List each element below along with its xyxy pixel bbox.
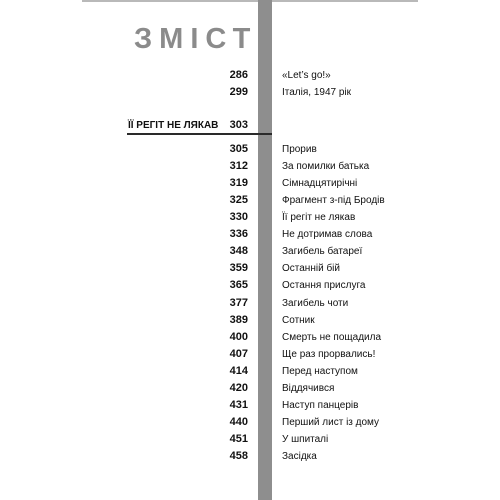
- toc-chapter-title: Італія, 1947 рік: [282, 87, 352, 98]
- toc-page-number: 414: [229, 364, 248, 377]
- toc-page-number: 330: [229, 211, 248, 224]
- toc-page-number: 420: [229, 381, 248, 394]
- section-page-number: 303: [229, 119, 248, 131]
- toc-chapter-title: Не дотримав слова: [282, 229, 373, 241]
- toc-page-number: 299: [229, 86, 248, 98]
- toc-chapter-title: «Let’s go!»: [282, 70, 331, 81]
- toc-chapter-title: Загибель батареї: [282, 246, 363, 258]
- toc-row: [0, 246, 500, 262]
- toc-page-number: 400: [229, 330, 248, 343]
- toc-chapter-title: Остання прислуга: [282, 280, 366, 292]
- toc-row: [0, 280, 500, 296]
- toc-row: [0, 349, 500, 365]
- toc-chapter-title: Наступ панцерів: [282, 399, 359, 411]
- toc-page-number: 325: [229, 194, 248, 207]
- toc-page-number: 319: [229, 177, 248, 190]
- toc-page-number: 451: [229, 432, 248, 445]
- toc-row: [0, 383, 500, 399]
- toc-page-number: 407: [229, 347, 248, 360]
- toc-chapter-title: Сотник: [282, 314, 315, 326]
- toc-row: [0, 298, 500, 314]
- toc-page-number: 305: [229, 143, 248, 155]
- toc-chapter-title: Засідка: [282, 450, 317, 462]
- top-rule: [82, 0, 418, 2]
- toc-row: [0, 229, 500, 245]
- toc-row: [0, 212, 500, 228]
- toc-chapter-title: Загибель чоти: [282, 297, 349, 309]
- toc-chapter-title: Фрагмент з-під Бродів: [282, 195, 385, 207]
- toc-row: [0, 332, 500, 348]
- page-title: ЗМІСТ: [134, 23, 258, 55]
- toc-row: [0, 434, 500, 450]
- toc-chapter-title: Віддячився: [282, 382, 335, 394]
- toc-chapter-title: Її регіт не лякав: [282, 212, 356, 224]
- toc-chapter-title: Перший лист із дому: [282, 416, 380, 428]
- toc-page-number: 377: [229, 296, 248, 309]
- toc-page-number: 359: [229, 262, 248, 275]
- toc-page-number: 389: [229, 313, 248, 326]
- toc-row: [0, 315, 500, 331]
- toc-chapter-title: Ще раз прорвались!: [282, 348, 376, 360]
- toc-row: [0, 263, 500, 279]
- toc-chapter-title: У шпиталі: [282, 433, 329, 445]
- toc-page-number: 365: [229, 279, 248, 292]
- toc-chapter-title: За помилки батька: [282, 161, 370, 173]
- toc-row: [0, 451, 500, 467]
- section-title: ЇЇ РЕГІТ НЕ ЛЯКАВ: [128, 120, 219, 131]
- toc-row: [0, 366, 500, 382]
- toc-page-number: 336: [229, 228, 248, 241]
- toc-row: [0, 70, 500, 86]
- toc-row: [0, 417, 500, 433]
- toc-row: [0, 195, 500, 211]
- toc-chapter-title: Прорив: [282, 144, 317, 155]
- toc-row: [0, 161, 500, 177]
- toc-chapter-title: Смерть не пощадила: [282, 331, 382, 343]
- toc-page-number: 431: [229, 398, 248, 411]
- toc-row: [0, 178, 500, 194]
- toc-page-number: 458: [229, 449, 248, 462]
- toc-row: [0, 400, 500, 416]
- toc-row: [0, 87, 500, 103]
- toc-row: [0, 144, 500, 160]
- section-rule: [127, 133, 272, 135]
- toc-page-number: 312: [229, 160, 248, 173]
- toc-page-number: 348: [229, 245, 248, 258]
- toc-chapter-title: Перед наступом: [282, 365, 358, 377]
- toc-page-number: 286: [229, 69, 248, 81]
- toc-chapter-title: Останній бій: [282, 263, 340, 275]
- toc-page-number: 440: [229, 415, 248, 428]
- toc-chapter-title: Сімнадцятирічні: [282, 178, 358, 190]
